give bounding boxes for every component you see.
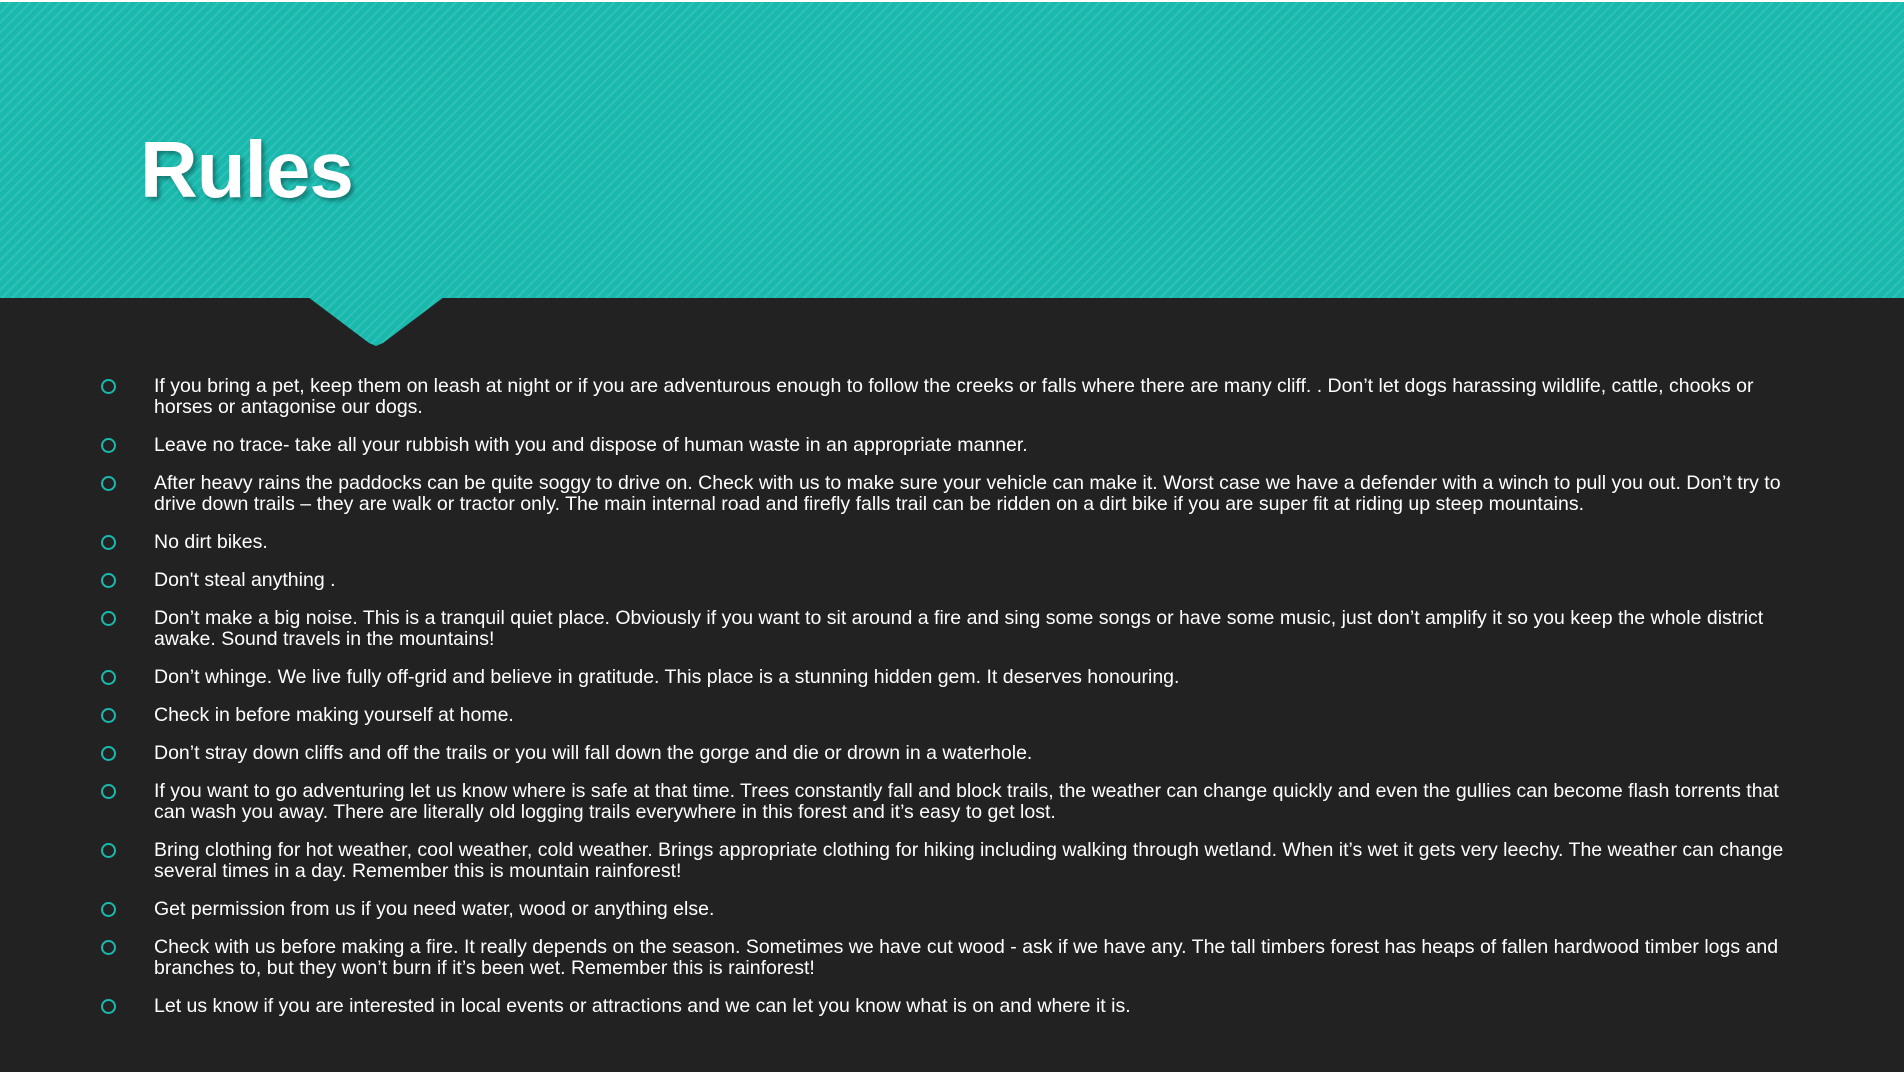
slide-title: Rules	[140, 125, 353, 214]
rule-item	[100, 937, 1800, 979]
rule-text: Don’t whinge. We live fully off-grid and believe in gratitude. This place is a stunning hidden gem. It deserves honouring.	[154, 666, 1180, 688]
rule-text: After heavy rains the paddocks can be quite soggy to drive on. Check with us to make sure your vehicle can make it. Worst case we have a defender with a winch to pull you out. Don’t try to drive down trails – they are walk or tractor only. The main internal road and firefly falls trail can be ridden on a dirt bike if you are super fit at riding up steep mountains.	[154, 472, 1781, 515]
rule-item	[100, 899, 1800, 920]
rule-text: Get permission from us if you need water, wood or anything else.	[154, 898, 715, 920]
rule-text: Bring clothing for hot weather, cool weather, cold weather. Brings appropriate clothing for hiking including walking through wetland. When it’s wet it gets very leechy. The weather can change several times in a day. Remember this is mountain rainforest!	[154, 839, 1784, 882]
hollow-circle-bullet-icon	[101, 476, 116, 491]
hollow-circle-bullet-icon	[101, 902, 116, 917]
rule-text: Check in before making yourself at home.	[154, 704, 514, 726]
rule-item	[100, 435, 1800, 456]
hollow-circle-bullet-icon	[101, 708, 116, 723]
rule-item	[100, 532, 1800, 553]
rule-item	[100, 743, 1800, 764]
hollow-circle-bullet-icon	[101, 438, 116, 453]
hollow-circle-bullet-icon	[101, 573, 116, 588]
hollow-circle-bullet-icon	[101, 535, 116, 550]
hollow-circle-bullet-icon	[101, 784, 116, 799]
rule-text: Don’t make a big noise. This is a tranquil quiet place. Obviously if you want to sit around a fire and sing some songs or have some music, just don’t amplify it so you keep the whole district awake. Sound travels in the mountains!	[154, 607, 1764, 650]
rule-item	[100, 608, 1800, 650]
rule-item	[100, 840, 1800, 882]
rule-text: Don't steal anything .	[154, 569, 336, 591]
hollow-circle-bullet-icon	[101, 843, 116, 858]
rule-text: Don’t stray down cliffs and off the trails or you will fall down the gorge and die or drown in a waterhole.	[154, 742, 1033, 764]
rules-list	[100, 376, 1800, 1034]
hollow-circle-bullet-icon	[101, 670, 116, 685]
rule-item	[100, 996, 1800, 1017]
hollow-circle-bullet-icon	[101, 999, 116, 1014]
hollow-circle-bullet-icon	[101, 940, 116, 955]
rule-item	[100, 376, 1800, 418]
rule-text: Leave no trace- take all your rubbish with you and dispose of human waste in an appropriate manner.	[154, 434, 1028, 456]
rule-text: Check with us before making a fire. It really depends on the season. Sometimes we have cut wood - ask if we have any. The tall timbers forest has heaps of fallen hardwood timber logs and branches to, but they won’t burn if it’s been wet. Remember this is rainforest!	[154, 936, 1779, 979]
rule-item	[100, 705, 1800, 726]
rule-item	[100, 781, 1800, 823]
rule-text: If you want to go adventuring let us know where is safe at that time. Trees constantly fall and block trails, the weather can change quickly and even the gullies can become flash torrents that can wash you away. There are literally old logging trails everywhere in this forest and it’s easy to get lost.	[154, 780, 1779, 823]
rule-item	[100, 570, 1800, 591]
hollow-circle-bullet-icon	[101, 379, 116, 394]
rule-item	[100, 667, 1800, 688]
rule-text: If you bring a pet, keep them on leash at night or if you are adventurous enough to follow the creeks or falls where there are many cliff. . Don’t let dogs harassing wildlife, cattle, chooks or horses or antagonise our dogs.	[154, 375, 1754, 418]
rule-text: No dirt bikes.	[154, 531, 268, 553]
hollow-circle-bullet-icon	[101, 611, 116, 626]
banner-notch	[308, 297, 444, 347]
rule-item	[100, 473, 1800, 515]
rule-text: Let us know if you are interested in local events or attractions and we can let you know what is on and where it is.	[154, 995, 1131, 1017]
hollow-circle-bullet-icon	[101, 746, 116, 761]
